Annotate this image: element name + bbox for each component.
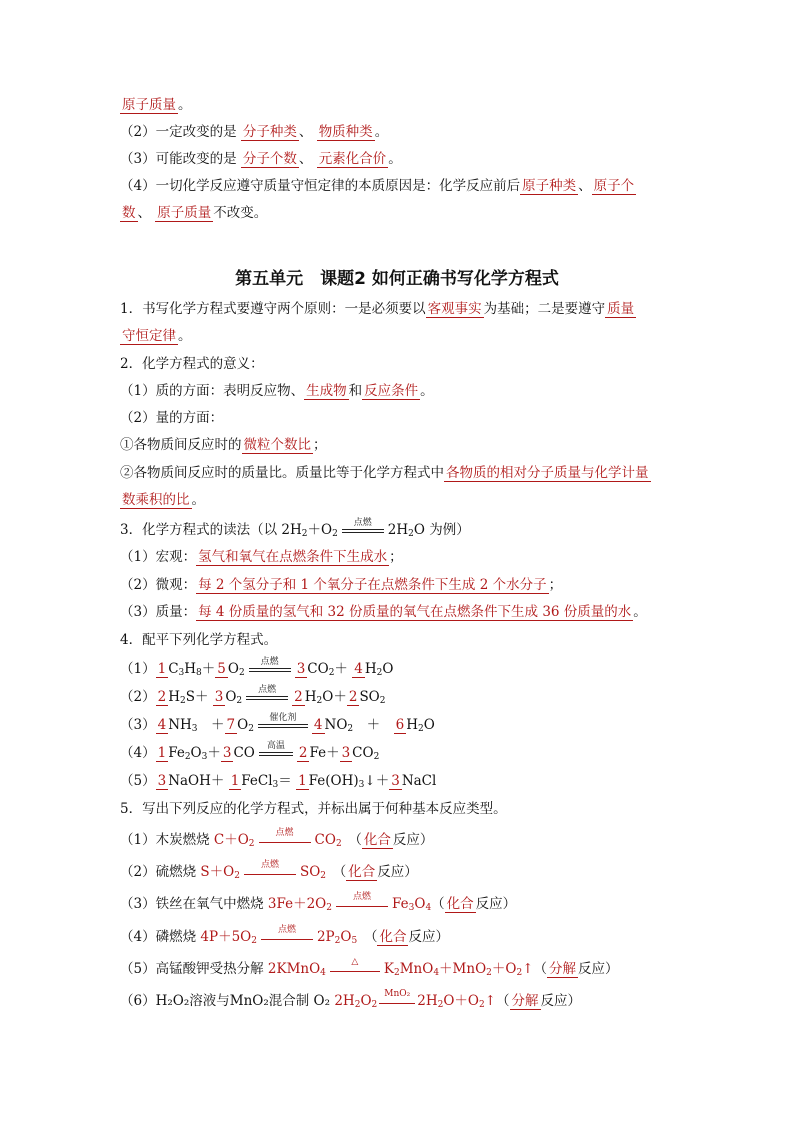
text: 不改变。 — [213, 205, 268, 221]
text: （3）可能改变的是 — [120, 151, 237, 167]
s4-equation-5: （5） 3 NaOH＋ 1 FeCl$_3$＝ 1 $Fe(OH)_3↓+ 3$ NaCl — [120, 773, 437, 790]
reaction-condition — [258, 715, 308, 729]
s4-equation-4: （4） 1 $Fe_2O_3+ 3$ CO 高温 2 Fe＋ 3 $CO_2$ — [120, 742, 680, 764]
text: 、 — [298, 124, 313, 140]
condition-label: 点燃 — [275, 828, 294, 838]
s5-reaction-5: （5）高锰酸钾受热分解 2KMnO$_4$ △ $K_2MnO_4+MnO_2+O_2↑$（ 分解 反应） — [120, 958, 680, 980]
coefficient: 4 — [313, 717, 323, 733]
condition-label: MnO₂ — [384, 989, 411, 999]
prev-line-5 — [120, 202, 680, 224]
subscript: 2 — [332, 529, 338, 539]
reaction-label: （2）硫燃烧 — [120, 864, 197, 880]
coefficient: 6 — [395, 717, 405, 733]
coefficient: 3 — [222, 745, 232, 761]
item-number: （3） — [120, 717, 156, 733]
text: 1．书写化学方程式要遵守两个原则：一是必须要以 — [120, 301, 426, 317]
text: （3）质量： — [120, 604, 197, 620]
text: 为基础；二是要遵守 — [483, 301, 606, 317]
s2-line-2c — [120, 489, 680, 511]
coefficient: 1 — [157, 745, 167, 761]
s2-line-2b — [120, 462, 680, 484]
text: 。 — [633, 604, 647, 620]
text: （4）一切化学反应遵守质量守恒定律的本质原因是：化学反应前后 — [120, 178, 521, 194]
answer-blank: 数乘积的比 — [122, 492, 190, 508]
s2-line-2a — [120, 434, 680, 456]
text: O 为例） — [413, 522, 470, 538]
text: ； — [313, 437, 327, 453]
item-number: （5） — [120, 773, 156, 789]
reaction-type-answer: 分解 — [549, 961, 576, 977]
coefficient: 1 — [230, 773, 240, 789]
answer-blank: 原子种类 — [522, 178, 577, 194]
text: 反应） — [408, 929, 449, 945]
answer-blank: 每 2 个氢分子和 1 个氧分子在点燃条件下生成 2 个水分子 — [198, 577, 547, 593]
coefficient: 5 — [217, 661, 226, 677]
s5-reaction-1: （1）木炭燃烧 $C+O_2$ 点燃 $CO_2$ （ 化合 反应） — [120, 829, 680, 851]
answer-blank: 原子个 — [593, 178, 635, 194]
text: 、 — [578, 178, 592, 194]
s3-line-1 — [120, 546, 680, 568]
text: （2）微观： — [120, 577, 197, 593]
reaction-label: （5）高锰酸钾受热分解 — [120, 961, 264, 977]
answer-blank: 各物质的相对分子质量与化学计量 — [446, 465, 649, 481]
coefficient: 3 — [214, 689, 224, 705]
text: 、 — [298, 151, 313, 167]
text: 反应） — [578, 961, 619, 977]
condition-label: 点燃 — [258, 685, 277, 695]
answer-blank: 原子质量 — [122, 97, 176, 113]
coefficient: 4 — [157, 717, 167, 733]
section-title: 第五单元 课题2 如何正确书写化学方程式 — [235, 269, 559, 289]
reaction-condition — [379, 991, 415, 1005]
s1-line — [120, 298, 680, 320]
answer-blank: 守恒定律 — [122, 328, 176, 344]
subscript: 2 — [301, 529, 308, 539]
s3-heading — [120, 519, 680, 541]
reaction-condition — [244, 862, 296, 876]
coefficient: 7 — [226, 717, 236, 733]
text: ②各物质间反应时的质量比。质量比等于化学方程式中 — [120, 465, 444, 481]
reaction-type-answer: 分解 — [511, 993, 539, 1009]
coefficient: 1 — [157, 661, 167, 677]
condition-label: 点燃 — [353, 518, 372, 528]
s4-equation-3: （3） 4 $NH_3$ ＋ 7 $O_2$ 催化剂 4 $NO_2$ ＋ 6 $H_2O$ — [120, 714, 680, 736]
coefficient: 2 — [294, 689, 303, 705]
s4-equation-1: （1） 1 $C_3H_8+ 5$ $O_2$ 点燃 3 $CO_2+ 4$ $H_2O$ — [120, 658, 680, 680]
reaction-type-answer: 化合 — [363, 832, 391, 848]
coefficient: 2 — [157, 689, 167, 705]
condition-label: 点燃 — [352, 892, 371, 902]
coefficient: 2 — [348, 689, 358, 705]
answer-blank: 元素化合价 — [318, 151, 387, 167]
reaction-condition — [259, 743, 293, 757]
text: ①各物质间反应时的 — [120, 437, 242, 453]
reaction-type-answer: 化合 — [379, 929, 407, 945]
answer-blank: 生成物 — [306, 383, 347, 399]
condition-label: 点燃 — [260, 657, 279, 667]
text: 反应） — [377, 864, 418, 880]
s1-line-b — [120, 325, 680, 347]
reaction-condition — [336, 894, 388, 908]
answer-blank: 客观事实 — [427, 301, 482, 317]
answer-blank: 分子个数 — [242, 151, 297, 167]
text: 3．化学方程式的读法（以 2H — [120, 522, 302, 538]
answer-blank: 分子种类 — [242, 124, 297, 140]
reaction-type-answer: 化合 — [446, 896, 474, 912]
text: 反应） — [540, 993, 582, 1009]
text: 。 — [178, 328, 192, 344]
s4-heading: 4．配平下列化学方程式。 — [120, 632, 278, 648]
text: 2H — [387, 522, 409, 538]
text: ＋O — [307, 522, 333, 538]
s2-heading: 2．化学方程式的意义： — [120, 356, 264, 372]
s5-reaction-6: （6）H₂O₂溶液与MnO₂混合制 O₂ $2H_2O_2$ MnO₂ $2H_2O+O_2↑$（ 分解 反应） — [120, 990, 680, 1012]
prev-line-4 — [120, 175, 680, 197]
reaction-condition — [259, 830, 311, 844]
text: 。 — [420, 383, 434, 399]
prev-line-1 — [120, 94, 680, 116]
text: （1）宏观： — [120, 549, 197, 565]
reaction-condition — [246, 687, 288, 701]
text: （2）一定改变的是 — [120, 124, 237, 140]
condition-label: 高温 — [266, 741, 285, 751]
text: 反应） — [392, 832, 434, 848]
prev-line-3 — [120, 148, 680, 170]
reaction-condition — [249, 659, 291, 673]
s3-line-2 — [120, 574, 680, 596]
text: 。 — [178, 97, 192, 113]
reaction-label: （3）铁丝在氧气中燃烧 — [120, 896, 264, 912]
coefficient: 3 — [296, 661, 306, 677]
answer-blank: 原子质量 — [157, 205, 212, 221]
reaction-type-answer: 化合 — [348, 864, 376, 880]
text: （1）质的方面：表明反应物、 — [120, 383, 305, 399]
subscript: 2 — [408, 529, 414, 539]
s5-reaction-4: （4）磷燃烧 $4P+5O_2$ 点燃 $2P_2O_5$ （ 化合 反应） — [120, 926, 680, 948]
coefficient: 2 — [298, 745, 308, 761]
reaction-label: （1）木炭燃烧 — [120, 832, 210, 848]
answer-blank: 物质种类 — [318, 124, 373, 140]
answer-blank: 反应条件 — [364, 383, 419, 399]
item-number: （4） — [120, 745, 156, 761]
item-number: （2） — [120, 689, 156, 705]
text: 反应） — [475, 896, 517, 912]
text: ； — [548, 577, 563, 593]
reaction-condition — [330, 959, 380, 973]
s5-reaction-2: （2）硫燃烧 $S+O_2$ 点燃 $SO_2$ （ 化合 反应） — [120, 861, 680, 883]
s2-line-2: （2）量的方面： — [120, 410, 224, 426]
answer-blank: 每 4 份质量的氢气和 32 份质量的氧气在点燃条件下生成 36 份质量的水 — [198, 604, 632, 620]
s5-heading: 5．写出下列反应的化学方程式，并标出属于何种基本反应类型。 — [120, 801, 507, 817]
answer-blank: 微粒个数比 — [243, 437, 311, 453]
answer-blank: 氢气和氧气在点燃条件下生成水 — [198, 549, 388, 565]
coefficient: 1 — [298, 773, 307, 789]
reaction-label: （6）H₂O₂溶液与MnO₂混合制 O₂ — [120, 993, 331, 1009]
text: 和 — [348, 383, 363, 399]
item-number: （1） — [120, 661, 156, 677]
condition-label: 点燃 — [277, 925, 296, 935]
coefficient: 3 — [157, 773, 167, 789]
text: 。 — [191, 492, 205, 508]
condition-label: △ — [351, 957, 359, 967]
coefficient: 3 — [391, 773, 400, 789]
s4-equation-2: （2） 2 $H_2S+ 3$ $O_2$ 点燃 2 $H_2O+ 2$ $SO_2$ — [120, 686, 680, 708]
text: ； — [389, 549, 403, 565]
reaction-label: （4）磷燃烧 — [120, 929, 197, 945]
text: 。 — [374, 124, 389, 140]
coefficient: 3 — [341, 745, 351, 761]
reaction-condition — [261, 927, 313, 941]
condition-label: 点燃 — [260, 860, 279, 870]
condition-label: 催化剂 — [269, 713, 297, 723]
s2-line-1 — [120, 380, 680, 402]
coefficient: 4 — [354, 661, 363, 677]
text: 。 — [388, 151, 402, 167]
reaction-condition — [342, 520, 384, 534]
s5-reaction-3: （3）铁丝在氧气中燃烧 $3Fe+2O_2$ 点燃 $Fe_3O_4$（ 化合 反应） — [120, 893, 680, 915]
answer-blank: 质量 — [607, 301, 635, 317]
s3-line-3 — [120, 601, 680, 623]
answer-blank: 数 — [122, 205, 136, 221]
text: 、 — [137, 205, 151, 221]
prev-line-2 — [120, 121, 680, 143]
